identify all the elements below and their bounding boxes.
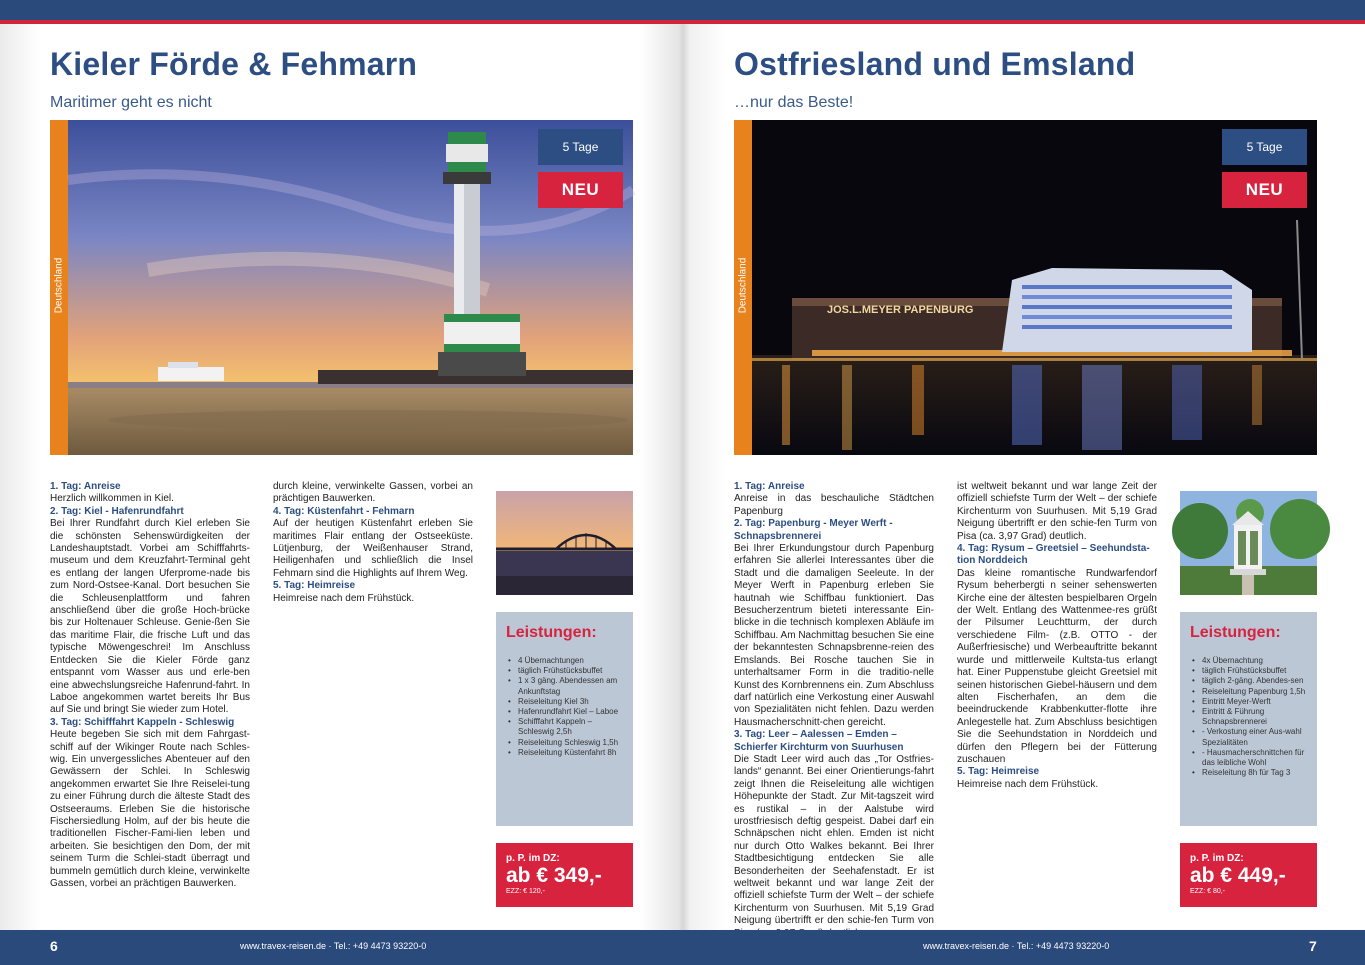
new-badge: NEU xyxy=(538,172,623,208)
services-item: • Eintritt Meyer-Werft xyxy=(1190,697,1307,707)
services-item: • 1 x 3 gäng. Abendessen am Ankunftstag xyxy=(506,676,623,696)
services-list xyxy=(1190,656,1307,778)
gazebo-thumbnail xyxy=(1180,491,1317,595)
price-label: p. P. im DZ: xyxy=(506,853,560,864)
services-item: • - Verkostung einer Aus-wahl Spezialitäten xyxy=(1190,727,1307,747)
day-3-heading: 3. Tag: Schifffahrt Kappeln - Schleswig xyxy=(50,716,235,728)
day-3-heading: 3. Tag: Leer – Aalessen – Emden – Schierfer Kirchturm von Suurhusen xyxy=(734,729,904,753)
services-panel xyxy=(1180,612,1317,826)
duration-badge: 5 Tage xyxy=(538,129,623,165)
day-1-text: Herzlich willkommen in Kiel. xyxy=(50,493,174,505)
price-label: p. P. im DZ: xyxy=(1190,853,1244,864)
services-title: Leistungen: xyxy=(1190,624,1281,641)
price-amount: ab € 449,- xyxy=(1190,864,1286,887)
day-2-text: Bei Ihrer Erkundungstour durch Papenburg erfahren Sie allerlei Interessantes über die Stadt und die damaligen Seeleute. In der Meyer Werft in Papenburg erleben Sie hautnah wie Schiffbau funktioniert. Das Besucherzentrum bieteti interessante Ein-blicke in die technisch komplexen Abläufe im Schiffbau. Am Nachmittag besuchen Sie eine der bekanntesten Schnapsbrenne-reien des Emslands. Bei Rosche tauchen Sie in unterhaltsamer Form in die traditio-nelle Kunst des Kornbrennens ein. Zum Abschluss darf natürlich eine Verkostung einer Auswahl von Spezialitäten nicht fehlen. Dazu werden Hausmacherschnitt-chen gereicht. xyxy=(734,543,934,728)
page-title: Ostfriesland und Emsland xyxy=(734,46,1136,82)
day-3-text: Die Stadt Leer wird auch das „Tor Ostfries-lands“ genannt. Bei einer Orientierungs-fahrt zeigt Ihnen die Reiseleitung alle wichtigen Höhepunkte der Stadt. Zur Mit-tagszeit wird es rustikal – in der Aalstube wird urostfriesisch deftig gespeist. Dabei darf ein Schnäpschen nicht ehlen. Emden ist nicht nur durch Otto Walkes bekannt. Bei Ihrer Stadtbesichtigung entdecken Sie alle Besonderheiten der Seehafenstadt. Er ist weltweit bekannt und war lange Zeit der offiziell schiefste Turm der Welt – der schiefe Kirchenturm von Suurhusen. Mit 5,19 Grad Neigung übertrifft er den schie-fen Turm von xyxy=(734,753,934,927)
page-title: Kieler Förde & Fehmarn xyxy=(50,46,418,82)
day-5-text: Heimreise nach dem Frühstück. xyxy=(273,592,415,604)
page-number-right: 7 xyxy=(1309,938,1317,954)
shipyard-sign: JOS.L.MEYER PAPENBURG xyxy=(827,304,974,316)
itinerary-column-1 xyxy=(50,481,250,915)
services-item: • täglich 2-gäng. Abendes-sen xyxy=(1190,676,1307,686)
book-spine-shadow xyxy=(640,24,726,930)
services-item: • täglich Frühstücksbuffet xyxy=(1190,666,1307,676)
hero-image-shipyard xyxy=(734,120,1317,455)
bridge-sunset-thumbnail xyxy=(496,491,633,595)
day-4-heading: 4. Tag: Rysum – Greetsiel – Seehundsta-tion Norddeich xyxy=(957,543,1150,567)
services-item: • Schifffahrt Kappeln – Schleswig 2,5h xyxy=(506,717,623,737)
services-item: • - Hausmacherschnittchen für das leibliche Wohl xyxy=(1190,748,1307,768)
bridge-photo xyxy=(496,491,633,595)
right-page xyxy=(684,0,1324,965)
services-item: • Reiseleitung Küstenfahrt 8h xyxy=(506,748,623,758)
day-4-text: Das kleine romantische Rundwarfendorf Rysum beherbergti n seiner sehenswerten Kirche eine der ältesten bespielbaren Orgeln der Welt. Entlang des Wattenmee-res grüßt der Pilsumer Leuchtturm, der durch verschiedene Film- (z.B. OTTO - der Außerfriesische) und Werbeauftritte bekannt wurde und mittlerweile Kultsta-tus erlangt hat. Einer Puppenstube gleicht Greetsiel mit seinen historischen Giebel-häusern und dem alten Fischerhafen, an dem die beeindruckende Krabbenkutter-flotte ihre Anlegestelle hat. Zum Abschluss besichtigen Sie die Seehundstation in Norddeich und dürfen den Pflegern bei der Fütterung zuschauen xyxy=(957,567,1157,765)
services-item: • Reiseleitung Papenburg 1,5h xyxy=(1190,687,1307,697)
day-3-text: Heute begeben Sie sich mit dem Fahrgast-schiff auf der Wikinger Route nach Schles-wig. Ein unvergessliches Abenteuer auf den Gewässern der Schlei. In Schleswig angekommen erwartet Sie Ihre Reiselei-tung zu einer Führung durch die älteste Stadt des Ostseeraums. Erleben Sie die historische Fischersiedlung Holm, auf der bis heute die traditionellen Fischer-Fami-lien leben und arbeiten. Sie besichtigen den Dom, der mit seinem Turm die Schlei-stadt überragt und bummeln gemütlich durch kleine, verwinkelte Gassen, vorbei an prächtigen Bauwerken. xyxy=(50,729,250,889)
price-amount: ab € 349,- xyxy=(506,864,602,887)
day-2-text: Bei Ihrer Rundfahrt durch Kiel erleben Sie die schönsten Sehenswürdigkeiten der Landeshauptstadt. Vorbei am Schifffahrts-museum und dem Kreuzfahrt-Terminal geht es entlang der langen Uferprome-nade bis zum Nord-Ostsee-Kanal. Dort besuchen Sie die Schleusenplattform und fahren anschließend über die große Hoch-brücke bis zur Holtenauer Schleuse. Genie-ßen Sie das maritime Flair, die frische Luft und das typische Möwengeschrei! Im Anschluss Entdecken Sie die Kieler Förde ganz entspannt vom Wasser aus und erle-ben eine abwechslungsreiche Hafenrund-fahrt. In Laboe angekommen wartet bereits Ihr Bus auf Sie und bringt Sie wieder zum Hotel. xyxy=(50,518,250,716)
footer-website[interactable]: www.travex-reisen.de xyxy=(240,941,327,951)
services-item: • Reiseleitung 8h für Tag 3 xyxy=(1190,768,1307,778)
hero-image-lighthouse xyxy=(50,120,633,455)
services-item: • Reiseleitung Kiel 3h xyxy=(506,697,623,707)
services-list xyxy=(506,656,623,758)
services-item: • Eintritt & Führung Schnapsbrennerei xyxy=(1190,707,1307,727)
day-5-text: Heimreise nach dem Frühstück. xyxy=(957,778,1099,790)
day-2-heading: 2. Tag: Papenburg - Meyer Werft - Schnapsbrennerei xyxy=(734,518,893,542)
day-1-heading: 1. Tag: Anreise xyxy=(734,481,805,492)
footer-website[interactable]: www.travex-reisen.de xyxy=(923,941,1010,951)
day-4-heading: 4. Tag: Küstenfahrt - Fehmarn xyxy=(273,505,415,517)
itinerary-column-2 xyxy=(957,481,1157,791)
day-1-text: Anreise in das beschauliche Städtchen Papenburg xyxy=(734,493,934,517)
itinerary-column-1 xyxy=(734,481,934,927)
services-item: • Hafenrundfahrt Kiel – Laboe xyxy=(506,707,623,717)
services-title: Leistungen: xyxy=(506,624,597,641)
services-item: • Reiseleitung Schleswig 1,5h xyxy=(506,738,623,748)
services-item: • täglich Frühstücksbuffet xyxy=(506,666,623,676)
day-5-heading: 5. Tag: Heimreise xyxy=(957,766,1040,778)
page-subtitle: …nur das Beste! xyxy=(734,94,854,111)
price-box xyxy=(496,843,633,907)
duration-badge: 5 Tage xyxy=(1222,129,1307,165)
services-item: • 4x Übernachtung xyxy=(1190,656,1307,666)
meyer-werft-night-photo xyxy=(752,120,1317,455)
new-badge: NEU xyxy=(1222,172,1307,208)
day-4-text: Auf der heutigen Küstenfahrt erleben Sie maritimes Flair entlang der Ostseeküste. Lütjenburg, der Weißenhauser Strand, Heiligenhafen und schließlich die Insel Fehmarn sind die Highlights auf Ihrem Weg. xyxy=(273,518,473,579)
footer-bar xyxy=(0,930,1365,965)
day-1-heading: 1. Tag: Anreise xyxy=(50,481,121,492)
gazebo-photo xyxy=(1180,491,1317,595)
footer-contact-left: www.travex-reisen.de · Tel.: +49 4473 93220-0 xyxy=(240,941,427,951)
footer-phone: Tel.: +49 4473 93220-0 xyxy=(333,941,427,951)
lighthouse-sunset-photo xyxy=(68,120,633,455)
services-panel xyxy=(496,612,633,826)
page-number-left: 6 xyxy=(50,938,58,954)
itinerary-column-2 xyxy=(273,481,473,605)
left-page xyxy=(0,0,640,965)
price-box xyxy=(1180,843,1317,907)
footer-phone: Tel.: +49 4473 93220-0 xyxy=(1016,941,1110,951)
services-item: • 4 Übernachtungen xyxy=(506,656,623,666)
footer-contact-right: www.travex-reisen.de · Tel.: +49 4473 93220-0 xyxy=(923,941,1110,951)
day-5-heading: 5. Tag: Heimreise xyxy=(273,580,356,592)
page-subtitle: Maritimer geht es nicht xyxy=(50,94,212,111)
day-2-heading: 2. Tag: Kiel - Hafenrundfahrt xyxy=(50,505,184,517)
country-label: Deutschland xyxy=(53,257,65,314)
day-3-text-continued: ist weltweit bekannt und war lange Zeit der offiziell schiefste Turm der Welt – der schiefe Kirchenturm von Suurhusen. Mit 5,19 Grad Neigung übertrifft er den schie-fen Turm von Pisa (ca. 3,97 Grad) deutlich. xyxy=(957,481,1157,542)
day-3-text-continued: durch kleine, verwinkelte Gassen, vorbei an prächtigen Bauwerken. xyxy=(273,481,473,505)
country-label: Deutschland xyxy=(737,257,749,314)
single-supplement: EZZ: € 80,- xyxy=(1190,888,1226,895)
single-supplement: EZZ: € 120,- xyxy=(506,888,545,895)
